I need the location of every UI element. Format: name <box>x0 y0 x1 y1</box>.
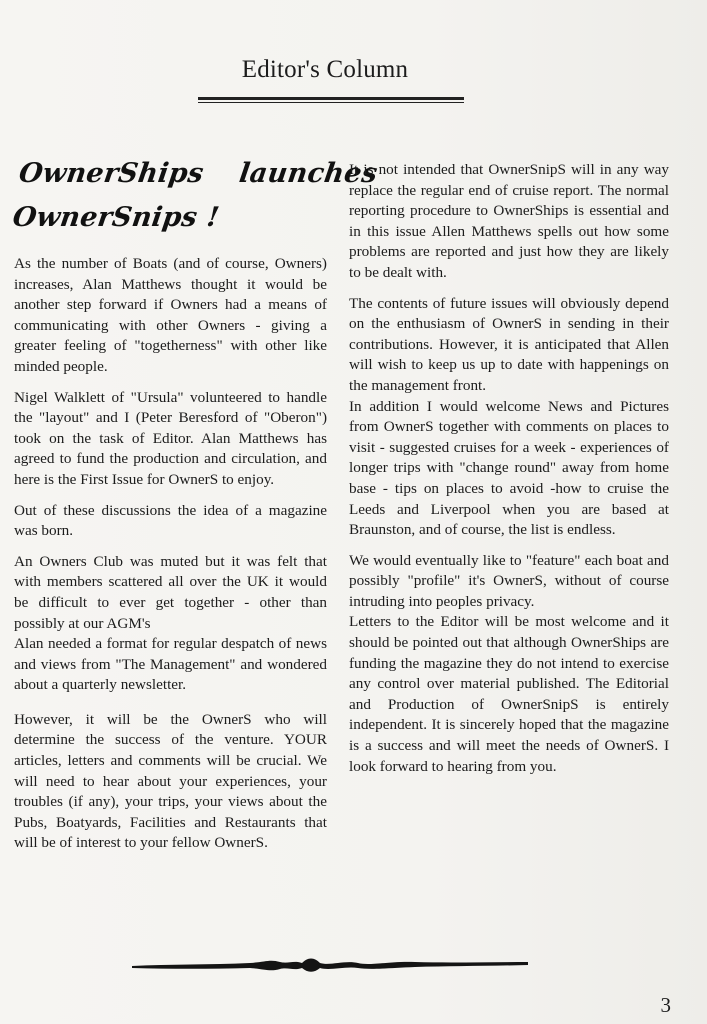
title-underline <box>198 97 464 103</box>
left-paragraph-4: An Owners Club was muted but it was felt that with members scattered all over the UK it would be difficult to ever get together - other than possibly at our AGM's <box>14 552 327 632</box>
right-paragraph-4: We would eventually like to "feature" each boat and possibly "profile" it's OwnerS, without of course intruding into peoples privacy. <box>349 551 669 610</box>
right-paragraph-5: Letters to the Editor will be most welcome and it should be pointed out that although OwnerShips are funding the magazine they do not intend to exercise any control over material published. The Editorial and Production of OwnerSnipS is entirely independent. It is sincerely hoped that the magazine is a success and will meet the needs of OwnerS. I look forward to hearing from you. <box>349 613 669 775</box>
right-paragraph-2: The contents of future issues will obviously depend on the enthusiasm of OwnerS in sending in their contributions. However, it is anticipated that Allen will wish to keep us up to date with happenings on the management front. <box>349 294 669 394</box>
right-paragraph-1: It is not intended that OwnerSnipS will in any way replace the regular end of cruise report. The normal reporting procedure to OwnerShips is essential and in this issue Allen Matthews spells out how some problems are reported and just how they are likely to be dealt with. <box>349 161 669 281</box>
page-title: Editor's Column <box>241 56 409 83</box>
left-paragraph-3: Out of these discussions the idea of a magazine was born. <box>14 501 327 540</box>
left-column <box>10 152 380 864</box>
right-column <box>349 160 669 787</box>
left-paragraph-1: As the number of Boats (and of course, Owners) increases, Alan Matthews thought it would be another step forward if Owners had a means of communicating with other Owners - giving a greater feeling of "togetherness" with other like minded people. <box>14 255 327 375</box>
left-paragraph-5: Alan needed a format for regular despatch of news and views from "The Management" and wondered about a quarterly newsletter. <box>14 635 327 694</box>
left-paragraph-6: However, it will be the OwnerS who will determine the success of the venture. YOUR articles, letters and comments will be crucial. We will need to hear about your experiences, your troubles (if any), your trips, your views about the Pubs, Boatyards, Facilities and Restaurants that will be of interest to your fellow OwnerS. <box>14 710 327 852</box>
page-number: 3 <box>660 993 671 1017</box>
headline-word-ownersnips: OwnerSnips ! <box>10 202 222 233</box>
headline-word-ownerships: OwnerShips <box>16 158 206 189</box>
decorative-divider <box>130 950 530 978</box>
article-headline <box>10 152 380 240</box>
headline-word-launches: launches <box>237 158 380 189</box>
left-paragraph-2: Nigel Walklett of "Ursula" volunteered to handle the "layout" and I (Peter Beresford of "Oberon") took on the task of Editor. Alan Matthews has agreed to fund the production and circulation, and here is the First Issue for OwnerS to enjoy. <box>14 388 327 488</box>
right-paragraph-3: In addition I would welcome News and Pictures from OwnerS together with comments on places to visit - suggested cruises for a week - experiences of longer trips with "change round" away from home base - tips on places to avoid -how to cruise the Leeds and Liverpool when you are based at Braunston, and of course, the list is endless. <box>349 397 669 539</box>
